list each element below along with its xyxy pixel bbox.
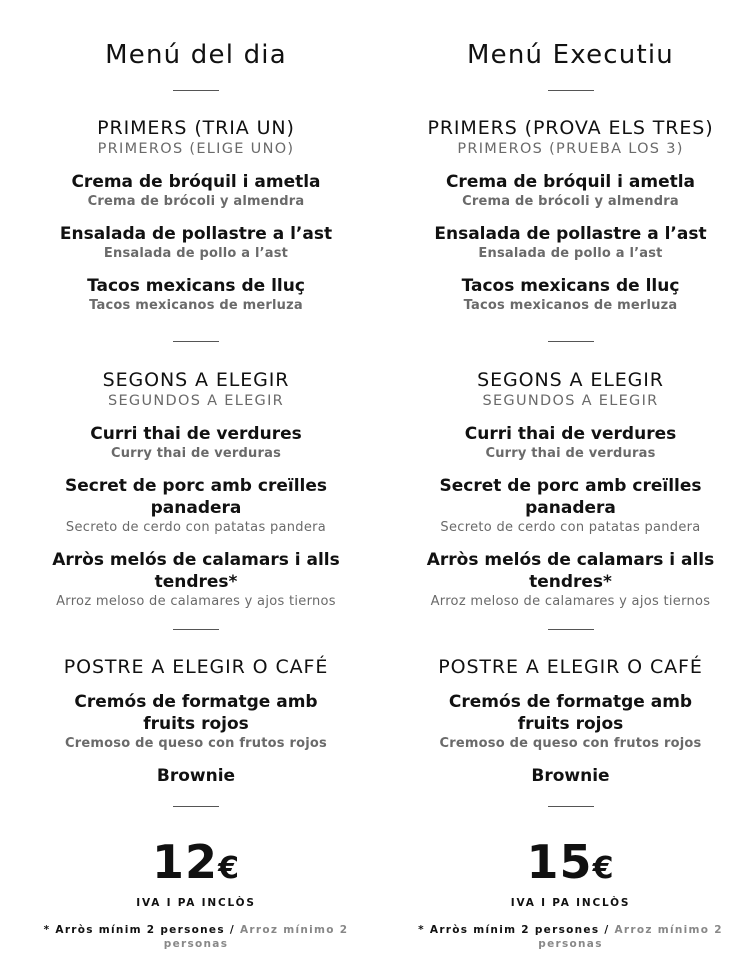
section-heading-primers: PRIMERS (PROVA ELS TRES) — [427, 117, 714, 139]
section-heading-segons: SEGONS A ELEGIR — [102, 369, 290, 391]
dish-name: Secret de porc amb creïlles panadera — [64, 476, 328, 518]
divider — [173, 806, 219, 807]
menu-price — [392, 837, 749, 894]
dish-translation: Cremoso de queso con frutos rojos — [65, 736, 327, 751]
dish-name: Brownie — [531, 766, 610, 786]
dish-name: Cremós de formatge amb fruits rojos — [448, 692, 693, 734]
dish-translation: Cremoso de queso con frutos rojos — [439, 736, 702, 751]
section-subheading-segons: SEGUNDOS A ELEGIR — [107, 393, 285, 409]
dish-name: Ensalada de pollastre a l’ast — [59, 224, 333, 244]
divider — [173, 629, 219, 630]
price-amount: 15 — [526, 835, 593, 889]
menu-title: Menú Executiu — [467, 40, 674, 70]
divider — [548, 629, 594, 630]
section-heading-primers: PRIMERS (TRIA UN) — [97, 117, 295, 139]
section-heading-postre: POSTRE A ELEGIR O CAFÉ — [438, 656, 703, 678]
dish-name: Tacos mexicans de lluç — [461, 276, 680, 296]
dish-translation: Crema de brócoli y almendra — [462, 194, 679, 209]
dish-translation: Ensalada de pollo a l’ast — [103, 246, 289, 261]
footnote-main: * Arròs mínim 2 persones / — [43, 924, 235, 936]
dish-name: Cremós de formatge amb fruits rojos — [74, 692, 318, 734]
dish-translation: Curry thai de verduras — [485, 446, 656, 461]
price-note: IVA I PA INCLÒS — [136, 897, 256, 909]
dish-name: Curri thai de verdures — [464, 424, 677, 444]
section-heading-postre: POSTRE A ELEGIR O CAFÉ — [63, 656, 329, 678]
price-amount: 12 — [152, 835, 219, 889]
price-currency: € — [218, 851, 240, 886]
section-subheading-primers: PRIMEROS (PRUEBA LOS 3) — [457, 141, 684, 157]
section-subheading-primers: PRIMEROS (ELIGE UNO) — [97, 141, 295, 157]
footnote-translation: Arroz mínimo 2 personas — [538, 924, 723, 950]
dish-translation: Curry thai de verduras — [110, 446, 282, 461]
dish-translation: Arroz meloso de calamares y ajos tiernos — [56, 594, 336, 609]
dish-name: Arròs melós de calamars i alls tendres* — [426, 550, 715, 592]
footnote — [36, 923, 356, 951]
menu-price — [0, 837, 392, 894]
dish-translation: Tacos mexicanos de merluza — [463, 298, 678, 313]
footnote — [411, 923, 731, 951]
dish-name: Crema de bróquil i ametla — [445, 172, 696, 192]
dish-translation: Crema de brócoli y almendra — [87, 194, 305, 209]
dish-translation: Secreto de cerdo con patatas pandera — [440, 520, 701, 535]
dish-translation: Tacos mexicanos de merluza — [89, 298, 303, 313]
menu-executiu-column — [392, 0, 749, 960]
divider — [548, 341, 594, 342]
section-heading-segons: SEGONS A ELEGIR — [477, 369, 664, 391]
divider — [173, 341, 219, 342]
dish-name: Tacos mexicans de lluç — [87, 276, 305, 296]
dish-name: Arròs melós de calamars i alls tendres* — [52, 550, 340, 592]
price-currency: € — [592, 851, 615, 886]
dish-translation: Arroz meloso de calamares y ajos tiernos — [430, 594, 711, 609]
footnote-translation: Arroz mínimo 2 personas — [163, 924, 349, 950]
dish-translation: Secreto de cerdo con patatas pandera — [65, 520, 327, 535]
menu-title: Menú del dia — [105, 40, 287, 70]
section-subheading-segons: SEGUNDOS A ELEGIR — [482, 393, 659, 409]
footnote-main: * Arròs mínim 2 persones / — [418, 924, 610, 936]
dish-name: Secret de porc amb creïlles panadera — [439, 476, 702, 518]
dish-name: Curri thai de verdures — [90, 424, 302, 444]
dish-name: Brownie — [156, 766, 236, 786]
price-note: IVA I PA INCLÒS — [510, 897, 631, 909]
divider — [173, 90, 219, 91]
divider — [548, 90, 594, 91]
dish-translation: Ensalada de pollo a l’ast — [478, 246, 663, 261]
dish-name: Ensalada de pollastre a l’ast — [434, 224, 707, 244]
divider — [548, 806, 594, 807]
dish-name: Crema de bróquil i ametla — [71, 172, 321, 192]
